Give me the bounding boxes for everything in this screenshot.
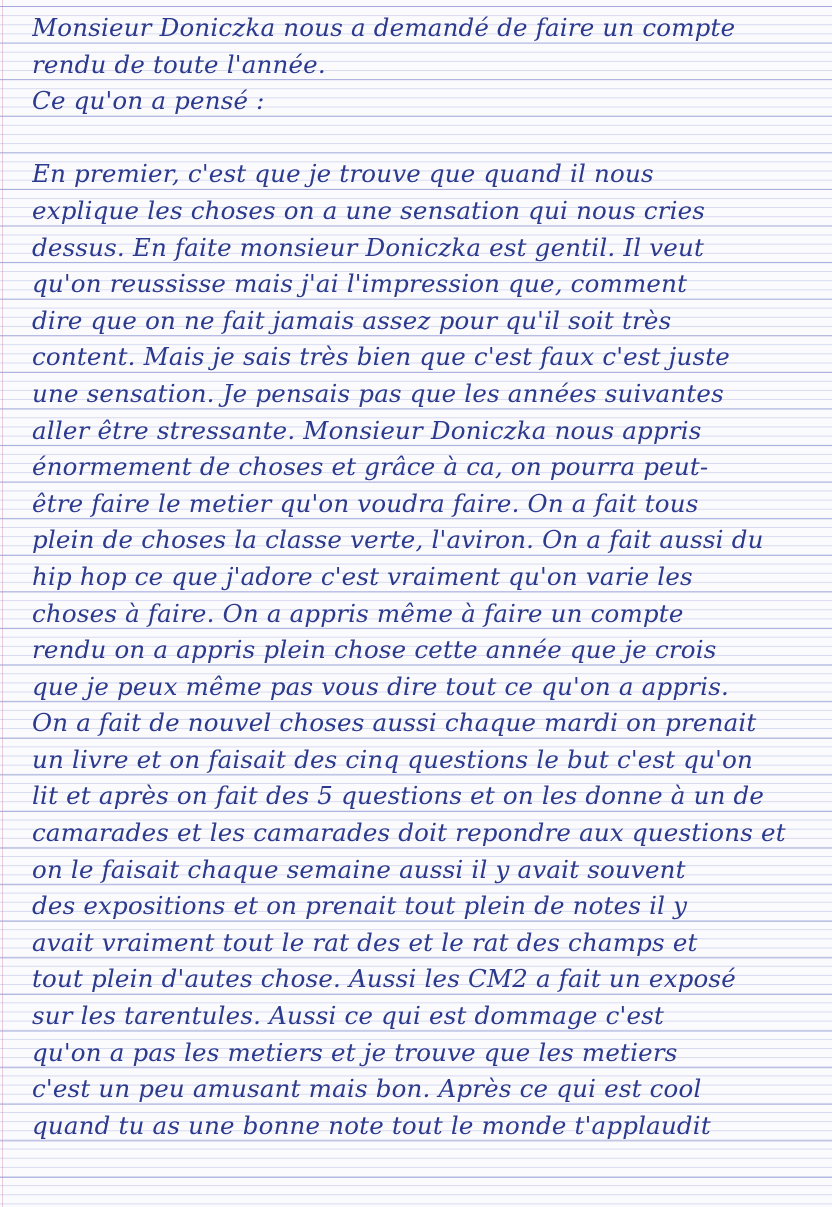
text-line: que je peux même pas vous dire tout ce qu'on a appris. xyxy=(32,671,729,701)
text-line: choses à faire. On a appris même à faire un compte xyxy=(32,598,684,628)
text-line: des expositions et on prenait tout plein de notes il y xyxy=(32,891,688,921)
text-line: lit et après on fait des 5 questions et on les donne à un de xyxy=(32,781,765,811)
text-line: avait vraiment tout le rat des et le rat des champs et xyxy=(32,927,698,957)
margin-line xyxy=(2,0,3,1207)
text-line: qu'on a pas les metiers et je trouve que les metiers xyxy=(32,1037,678,1067)
text-line: content. Mais je sais très bien que c'est faux c'est juste xyxy=(32,342,730,372)
text-line: Ce qu'on a pensé : xyxy=(32,86,265,116)
text-line: En premier, c'est que je trouve que quand il nous xyxy=(32,159,654,189)
handwritten-text xyxy=(32,10,827,1144)
text-line: aller être stressante. Monsieur Doniczka nous appris xyxy=(32,415,702,445)
text-line: une sensation. Je pensais pas que les années suivantes xyxy=(32,378,724,408)
text-line: qu'on reussisse mais j'ai l'impression que, comment xyxy=(32,269,688,299)
text-line: Monsieur Doniczka nous a demandé de faire un compte xyxy=(32,13,736,42)
text-line: on le faisait chaque semaine aussi il y avait souvent xyxy=(32,854,686,884)
text-line: tout plein d'autes chose. Aussi les CM2 a fait un exposé xyxy=(32,964,736,994)
text-line: explique les choses on a une sensation qui nous cries xyxy=(32,195,706,225)
text-line: être faire le metier qu'on voudra faire. On a fait tous xyxy=(32,488,699,518)
text-line: On a fait de nouvel choses aussi chaque mardi on prenait xyxy=(32,708,757,738)
text-line: quand tu as une bonne note tout le monde t'applaudit xyxy=(32,1110,711,1140)
text-line: hip hop ce que j'adore c'est vraiment qu'on varie les xyxy=(32,561,693,591)
text-line: énormement de choses et grâce à ca, on pourra peut- xyxy=(32,452,709,482)
text-line: sur les tarentules. Aussi ce qui est dommage c'est xyxy=(32,1001,664,1031)
text-line: dessus. En faite monsieur Doniczka est gentil. Il veut xyxy=(32,232,705,262)
text-line: rendu on a appris plein chose cette année que je crois xyxy=(32,635,717,665)
text-line: c'est un peu amusant mais bon. Après ce qui est cool xyxy=(32,1074,702,1104)
text-line: camarades et les camarades doit repondre aux questions et xyxy=(32,818,786,848)
text-line: un livre et on faisait des cinq questions le but c'est qu'on xyxy=(32,744,754,774)
text-line: plein de choses la classe verte, l'aviron. On a fait aussi du xyxy=(32,525,764,555)
text-line: dire que on ne fait jamais assez pour qu'il soit très xyxy=(32,305,672,335)
text-line: rendu de toute l'année. xyxy=(32,49,326,79)
blank-line xyxy=(32,120,827,157)
